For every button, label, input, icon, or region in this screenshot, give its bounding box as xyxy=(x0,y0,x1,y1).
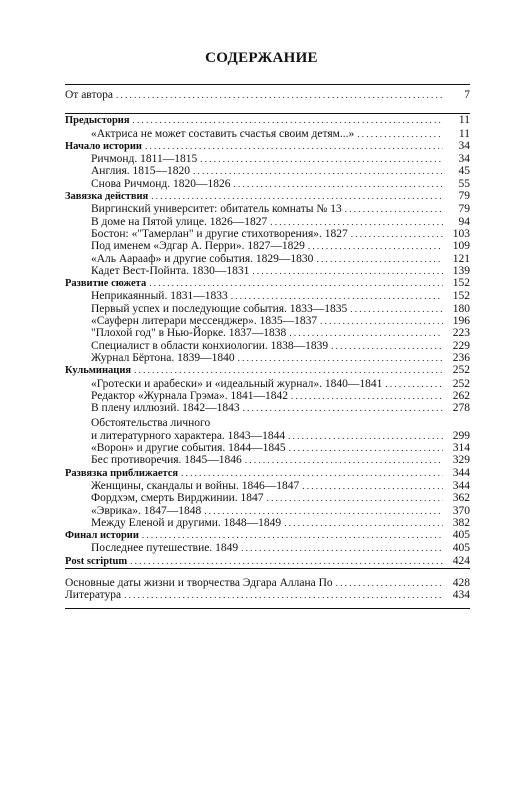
toc-subentry[interactable] xyxy=(65,480,470,492)
toc-entry-label: «Актриса не может составить счастья своим детям...» xyxy=(91,127,355,140)
toc-subentry[interactable] xyxy=(65,414,470,429)
toc-subentry[interactable] xyxy=(65,402,470,414)
toc-subentry[interactable] xyxy=(65,378,470,390)
toc-entry-label: Фордхэм, смерть Вирджинии. 1847 xyxy=(91,492,264,505)
toc-entry-page: 370 xyxy=(452,504,470,517)
toc-entry-label: Снова Ричмонд. 1820—1826 xyxy=(91,177,231,190)
leader-dots xyxy=(204,505,443,517)
leader-dots xyxy=(181,467,443,479)
leader-dots xyxy=(241,542,443,554)
leader-dots xyxy=(336,577,443,589)
toc-entry-label: Кульминация xyxy=(65,365,132,377)
leader-dots xyxy=(267,492,443,504)
leader-dots xyxy=(193,165,443,177)
toc-entry-label: «Гротески и арабески» и «идеальный журнал». 1840—1841 xyxy=(91,377,383,390)
toc-subentry[interactable] xyxy=(65,228,470,240)
toc-entry-label: Предыстория xyxy=(65,115,130,127)
toc-entry-page: 223 xyxy=(452,327,470,340)
leader-dots xyxy=(145,140,443,152)
toc-subentry[interactable] xyxy=(65,128,470,140)
leader-dots xyxy=(289,327,443,339)
toc-section[interactable] xyxy=(65,364,470,377)
toc-subentry[interactable] xyxy=(65,303,470,315)
leader-dots xyxy=(308,240,443,252)
toc-entry-label: Развязка приближается xyxy=(65,467,179,479)
toc-entry-page: 79 xyxy=(458,203,470,216)
toc-appendix-entry[interactable] xyxy=(65,577,470,589)
leader-dots xyxy=(213,414,443,426)
toc-entry-label: В доме на Пятой улице. 1826—1827 xyxy=(91,215,268,228)
toc-entry-page: 7 xyxy=(464,89,470,101)
toc-entry-label: Журнал Бёртона. 1839—1840 xyxy=(91,351,235,364)
leader-dots xyxy=(320,315,443,327)
leader-dots xyxy=(200,153,443,165)
toc-entry-page: 428 xyxy=(452,576,470,589)
toc-entry-label: и литературного характера. 1843—1844 xyxy=(91,429,286,442)
toc-entry-label: Литература xyxy=(65,589,122,602)
leader-dots xyxy=(149,277,443,289)
leader-dots xyxy=(288,430,443,442)
leader-dots xyxy=(243,402,443,414)
toc-entry-page: 362 xyxy=(452,492,470,505)
toc-entry-label: Бес противоречия. 1845—1846 xyxy=(91,454,242,467)
table-of-contents xyxy=(65,84,470,609)
toc-entry-label: Бостон: «"Тамерлан" и другие стихотворения». 1827 xyxy=(91,227,348,240)
toc-entry-page: 11 xyxy=(458,127,470,140)
toc-entry-label: «Ворон» и другие события. 1844—1845 xyxy=(91,442,286,455)
toc-entry-label: Первый успех и последующие события. 1833—1835 xyxy=(91,302,348,315)
toc-section[interactable] xyxy=(65,114,470,127)
toc-section[interactable] xyxy=(65,555,470,568)
toc-entry-label: Post scriptum xyxy=(65,555,128,567)
toc-entry-page: 139 xyxy=(452,264,470,277)
toc-subentry[interactable] xyxy=(65,153,470,165)
toc-entry-label: Кадет Вест-Пойнта. 1830—1831 xyxy=(91,264,250,277)
toc-subentry[interactable] xyxy=(65,505,470,517)
toc-entry-label: «Эврика». 1847—1848 xyxy=(91,504,202,517)
toc-subentry[interactable] xyxy=(65,178,470,190)
toc-entry-page: 236 xyxy=(452,351,470,364)
toc-entry-label: Между Еленой и другими. 1848—1849 xyxy=(91,516,282,529)
toc-entry-label: Ричмонд. 1811—1815 xyxy=(91,153,198,166)
leader-dots xyxy=(133,114,443,126)
toc-entry-label: Финал истории xyxy=(65,530,139,542)
toc-entry-label: Последнее путешествие. 1849 xyxy=(91,542,239,555)
toc-entry-page: 344 xyxy=(452,466,470,479)
leader-dots xyxy=(238,352,443,364)
toc-entry-label: «Сауферн литерари мессенджер». 1835—1837 xyxy=(91,315,318,328)
toc-entry-label: Редактор «Журнала Грэма». 1841—1842 xyxy=(91,389,289,402)
toc-subentry[interactable] xyxy=(65,240,470,252)
leader-dots xyxy=(289,442,443,454)
toc-entry-page: 434 xyxy=(452,589,470,602)
toc-entry-page: 55 xyxy=(458,177,470,190)
toc-subentry[interactable] xyxy=(65,216,470,228)
toc-appendix xyxy=(65,577,470,602)
leader-dots xyxy=(385,378,443,390)
toc-entry-page: 405 xyxy=(452,529,470,542)
toc-subentry[interactable] xyxy=(65,315,470,327)
toc-entry-page: 11 xyxy=(458,114,470,127)
toc-entry-page: 94 xyxy=(458,215,470,228)
leader-dots xyxy=(357,128,443,140)
leader-dots xyxy=(116,89,443,101)
leader-dots xyxy=(284,517,443,529)
toc-entry-label: Основные даты жизни и творчества Эдгара Аллана По xyxy=(65,576,333,589)
toc-entry-label: В плену иллюзий. 1842—1843 xyxy=(91,402,240,415)
leader-dots xyxy=(245,454,443,466)
toc-section[interactable] xyxy=(65,140,470,153)
toc-entry-page: 329 xyxy=(452,454,470,467)
toc-entry-label: От автора xyxy=(65,89,113,101)
toc-subentry[interactable] xyxy=(65,290,470,302)
toc-subentry[interactable] xyxy=(65,253,470,265)
toc-entry-page: 252 xyxy=(452,377,470,390)
toc-entry-page: 45 xyxy=(458,165,470,178)
toc-entry-label: «Аль Аарааф» и другие события. 1829—1830 xyxy=(91,252,314,265)
toc-entry-label: Обстоятельства личного xyxy=(91,417,211,430)
toc-entry-page: 121 xyxy=(452,252,470,265)
toc-subentry[interactable] xyxy=(65,340,470,352)
toc-entry-label: Неприкаянный. 1831—1833 xyxy=(91,290,228,303)
toc-entry-author-note[interactable] xyxy=(65,89,470,101)
toc-entry-page: 152 xyxy=(452,277,470,290)
toc-entry-page: 34 xyxy=(458,139,470,152)
toc-entry-page: 344 xyxy=(452,479,470,492)
toc-entry-page: 103 xyxy=(452,227,470,240)
toc-subentry[interactable] xyxy=(65,430,470,442)
leader-dots xyxy=(316,253,443,265)
toc-section[interactable] xyxy=(65,529,470,542)
toc-subentry[interactable] xyxy=(65,542,470,554)
toc-entry-page: 278 xyxy=(452,402,470,415)
toc-entry-label: Англия. 1815—1820 xyxy=(91,165,191,178)
toc-subentry[interactable] xyxy=(65,203,470,215)
toc-subentry[interactable] xyxy=(65,390,470,402)
toc-entry-page: 405 xyxy=(452,542,470,555)
toc-entry-label: Женщины, скандалы и войны. 1846—1847 xyxy=(91,479,300,492)
toc-entry-label: Под именем «Эдгар А. Перри». 1827—1829 xyxy=(91,240,305,253)
leader-dots xyxy=(124,589,443,601)
leader-dots xyxy=(134,364,443,376)
leader-dots xyxy=(302,480,443,492)
toc-subentry[interactable] xyxy=(65,517,470,529)
toc-entry-page: 180 xyxy=(452,302,470,315)
toc-entry-page: 314 xyxy=(452,442,470,455)
toc-subentry[interactable] xyxy=(65,442,470,454)
toc-entry-label: Специалист в области конхиологии. 1838—1839 xyxy=(91,339,329,352)
toc-appendix-entry[interactable] xyxy=(65,589,470,601)
toc-sections xyxy=(65,113,470,568)
toc-entry-page: 196 xyxy=(452,315,470,328)
leader-dots xyxy=(130,555,443,567)
leader-dots xyxy=(345,203,443,215)
toc-entry-page: 299 xyxy=(452,429,470,442)
page-title: СОДЕРЖАНИЕ xyxy=(205,50,318,66)
leader-dots xyxy=(142,529,443,541)
toc-entry-label: "Плохой год" в Нью-Йорке. 1837—1838 xyxy=(91,327,287,340)
leader-dots xyxy=(350,303,443,315)
toc-section[interactable] xyxy=(65,277,470,290)
toc-entry-label: Начало истории xyxy=(65,140,142,152)
toc-entry-page: 252 xyxy=(452,364,470,377)
toc-section[interactable] xyxy=(65,467,470,480)
leader-dots xyxy=(291,390,443,402)
toc-subentry[interactable] xyxy=(65,327,470,339)
toc-entry-page: 262 xyxy=(452,389,470,402)
leader-dots xyxy=(270,216,443,228)
toc-subentry[interactable] xyxy=(65,492,470,504)
toc-entry-page: 34 xyxy=(458,153,470,166)
leader-dots xyxy=(331,340,443,352)
toc-entry-page: 109 xyxy=(452,240,470,253)
toc-section[interactable] xyxy=(65,190,470,203)
leader-dots xyxy=(233,178,443,190)
leader-dots xyxy=(252,265,443,277)
leader-dots xyxy=(351,228,443,240)
toc-entry-label: Завязка действия xyxy=(65,191,149,203)
toc-subentry[interactable] xyxy=(65,265,470,277)
toc-entry-page: 152 xyxy=(452,290,470,303)
toc-entry-page: 382 xyxy=(452,516,470,529)
toc-entry-page: 424 xyxy=(452,554,470,567)
leader-dots xyxy=(231,290,443,302)
toc-entry-label: Развитие сюжета xyxy=(65,278,147,290)
toc-subentry[interactable] xyxy=(65,454,470,466)
toc-entry-label: Виргинский университет: обитатель комнаты № 13 xyxy=(91,203,342,216)
toc-entry-page: 79 xyxy=(458,190,470,203)
toc-subentry[interactable] xyxy=(65,352,470,364)
leader-dots xyxy=(151,190,443,202)
toc-subentry[interactable] xyxy=(65,165,470,177)
toc-entry-page: 229 xyxy=(452,339,470,352)
